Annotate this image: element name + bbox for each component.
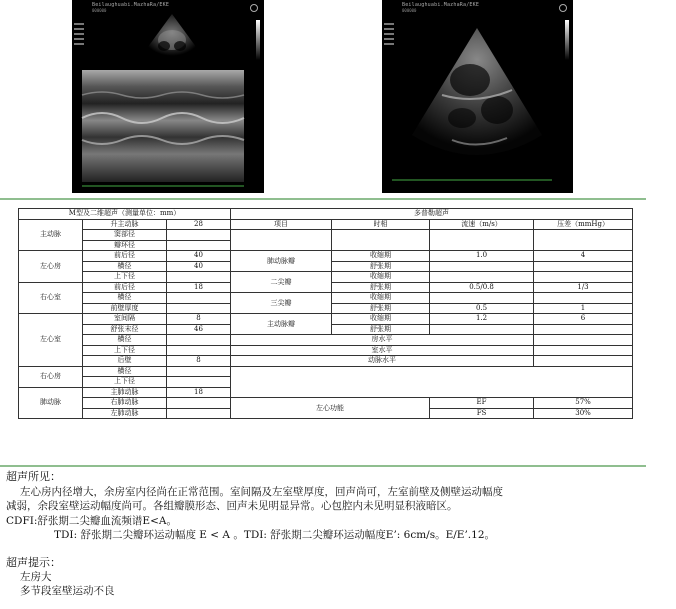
- item-value: 18: [167, 282, 231, 293]
- doppler-phase: 舒张期: [332, 261, 430, 272]
- probe-marker-icon: [250, 4, 258, 12]
- image-header-text: Beilaughuabi.MazhaRa/EKE: [402, 2, 480, 8]
- image-sidebar-readout: [74, 20, 88, 60]
- 2d-ultrasound-image: [382, 0, 573, 193]
- item-label: 横径: [83, 261, 167, 272]
- group-right-atrium: 右心房: [19, 366, 83, 387]
- findings-line: 减弱，余段室壁运动幅度尚可。各组瓣膜形态、回声未见明显异常。心包腔内未见明显积液暗区。: [6, 500, 458, 512]
- item-value: [167, 230, 231, 241]
- group-left-ventricle: 左心室: [19, 314, 83, 367]
- findings-line: TDI: 舒张期二尖瓣环运动幅度 E < A 。TDI: 舒张期二尖瓣环运动幅度E’: 6cm/s。E/E’.12。: [54, 529, 496, 541]
- doppler-valve-aortic: 主动脉瓣: [231, 314, 332, 335]
- item-value: [167, 240, 231, 251]
- doppler-header-gradient: 压差（mmHg）: [534, 219, 633, 230]
- doppler-header-velocity: 流速（m/s）: [430, 219, 534, 230]
- ef-value: 57%: [534, 398, 633, 409]
- group-right-ventricle: 右心室: [19, 282, 83, 314]
- item-label: 横径: [83, 293, 167, 304]
- impression-section: [6, 556, 606, 598]
- doppler-phase: 收缩期: [332, 314, 430, 325]
- doppler-valve-tricuspid: 三尖瓣: [231, 293, 332, 314]
- item-value: 46: [167, 324, 231, 335]
- doppler-velocity: 1.0: [430, 251, 534, 262]
- item-label: 上下径: [83, 272, 167, 283]
- item-label: 升主动脉: [83, 219, 167, 230]
- findings-heading: 超声所见：: [6, 470, 61, 483]
- item-label: 左肺动脉: [83, 408, 167, 419]
- image-subheader-text: 000000: [92, 8, 107, 13]
- probe-marker-icon: [559, 4, 567, 12]
- doppler-gradient: 6: [534, 314, 633, 325]
- fs-value: 30%: [534, 408, 633, 419]
- item-value: [167, 272, 231, 283]
- doppler-gradient: 4: [534, 251, 633, 262]
- item-value: [167, 366, 231, 377]
- group-left-atrium: 左心房: [19, 251, 83, 283]
- item-label: 舒张末径: [83, 324, 167, 335]
- doppler-phase: 舒张期: [332, 303, 430, 314]
- group-pulmonary-artery: 肺动脉: [19, 387, 83, 419]
- item-label: 右肺动脉: [83, 398, 167, 409]
- item-label: 窦部径: [83, 230, 167, 241]
- findings-line: CDFI:舒张期二尖瓣血流频谱E<A。: [6, 514, 177, 527]
- doppler-phase: 收缩期: [332, 293, 430, 304]
- shunt-arterial-level: 动脉水平: [231, 356, 534, 367]
- item-value: 40: [167, 251, 231, 262]
- doppler-phase: 舒张期: [332, 324, 430, 335]
- item-value: [167, 408, 231, 419]
- doppler-phase: 收缩期: [332, 251, 430, 262]
- findings-line: 左心房内径增大，余房室内径尚在正常范围。室间隔及左室壁厚度，回声尚可，左室前壁及侧壁运动幅度: [20, 485, 503, 498]
- doppler-section-title: 多普勒超声: [231, 209, 633, 220]
- item-value: [167, 335, 231, 346]
- doppler-velocity: 0.5: [430, 303, 534, 314]
- lv-function-label: 左心功能: [231, 398, 430, 419]
- doppler-header-item: 项目: [231, 219, 332, 230]
- item-value: [167, 398, 231, 409]
- image-subheader-text: 000000: [402, 8, 417, 13]
- shunt-ventricular-level: 室水平: [231, 345, 534, 356]
- doppler-velocity: 1.2: [430, 314, 534, 325]
- doppler-gradient: 1: [534, 303, 633, 314]
- item-label: 上下径: [83, 345, 167, 356]
- item-value: 18: [167, 387, 231, 398]
- doppler-valve-pulmonary: 肺动脉瓣: [231, 251, 332, 272]
- mmode-ultrasound-image: [72, 0, 264, 193]
- doppler-gradient: 1/3: [534, 282, 633, 293]
- ef-label: EF: [430, 398, 534, 409]
- doppler-valve-mitral: 二尖瓣: [231, 272, 332, 293]
- item-label: 主肺动脉: [83, 387, 167, 398]
- measurement-table: [18, 208, 633, 419]
- section-divider: [0, 198, 646, 200]
- item-label: 横径: [83, 366, 167, 377]
- grayscale-bar: [565, 20, 569, 60]
- impression-line: 左房大: [20, 571, 52, 583]
- item-label: 上下径: [83, 377, 167, 388]
- section-divider: [0, 465, 646, 467]
- findings-section: [6, 470, 646, 543]
- item-label: 前后径: [83, 282, 167, 293]
- item-label: 前壁厚度: [83, 303, 167, 314]
- impression-line: 多节段室壁运动不良: [20, 585, 115, 597]
- item-label: 横径: [83, 335, 167, 346]
- doppler-velocity: 0.5/0.8: [430, 282, 534, 293]
- fs-label: FS: [430, 408, 534, 419]
- item-label: 前后径: [83, 251, 167, 262]
- mmode-section-title: M型及二维超声（测量单位：mm）: [19, 209, 231, 220]
- item-value: 28: [167, 219, 231, 230]
- item-value: [167, 293, 231, 304]
- item-value: [167, 377, 231, 388]
- item-value: 8: [167, 356, 231, 367]
- item-value: 8: [167, 314, 231, 325]
- impression-heading: 超声提示：: [6, 556, 61, 569]
- item-label: 室间隔: [83, 314, 167, 325]
- image-sidebar-readout: [384, 20, 398, 60]
- shunt-atrial-level: 房水平: [231, 335, 534, 346]
- item-value: [167, 303, 231, 314]
- item-label: 后壁: [83, 356, 167, 367]
- doppler-phase: 舒张期: [332, 282, 430, 293]
- item-value: 40: [167, 261, 231, 272]
- item-value: [167, 345, 231, 356]
- image-header-text: Beilaughuabi.MazhaRa/EKE: [92, 2, 170, 8]
- group-aorta: 主动脉: [19, 219, 83, 251]
- grayscale-bar: [256, 20, 260, 60]
- doppler-phase: 收缩期: [332, 272, 430, 283]
- doppler-header-phase: 时相: [332, 219, 430, 230]
- item-label: 瓣环径: [83, 240, 167, 251]
- 2d-image-graphic: [382, 0, 573, 193]
- mmode-image-graphic: [72, 0, 264, 193]
